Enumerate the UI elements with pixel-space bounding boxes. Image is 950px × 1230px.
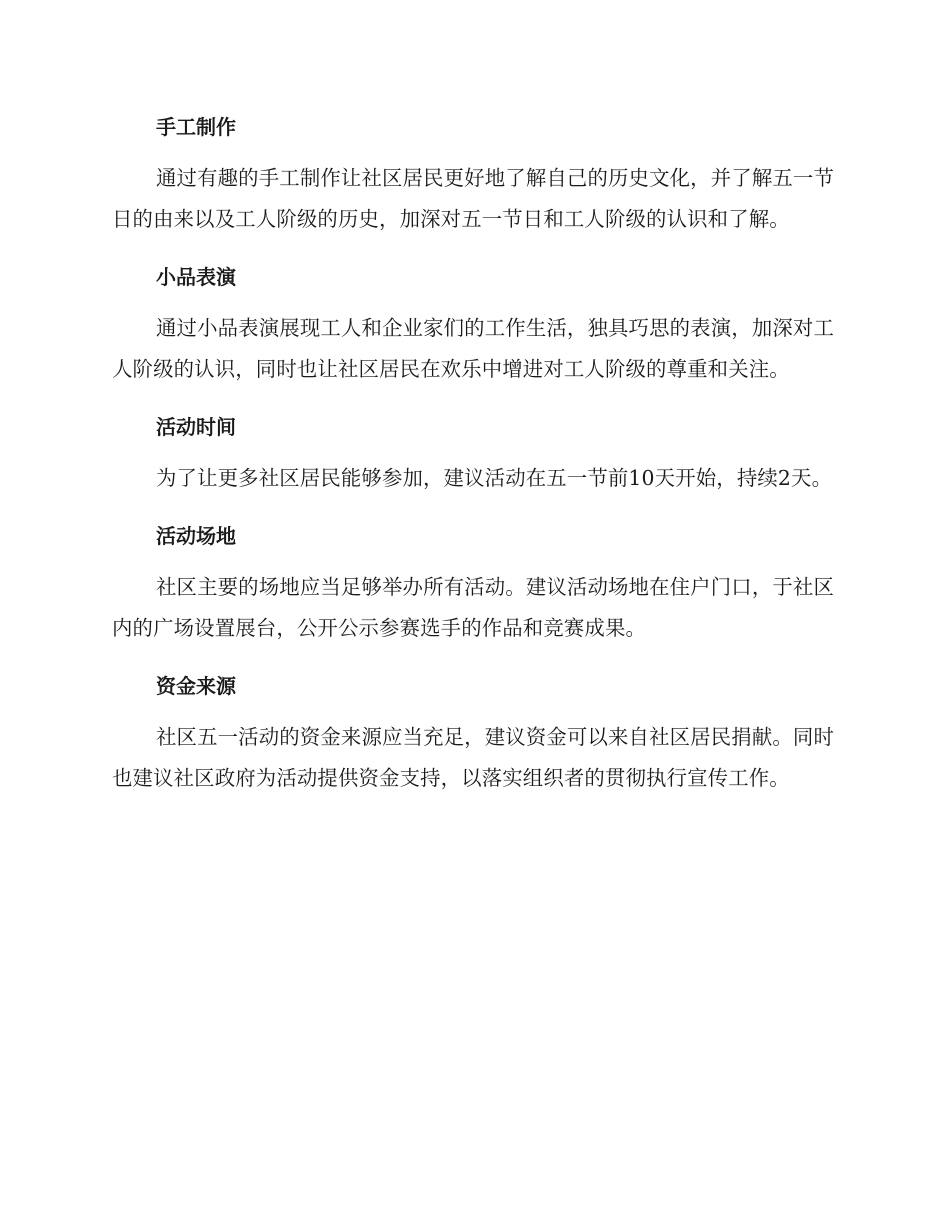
section-skit [112,258,834,390]
document-page [112,108,834,817]
section-heading: 活动时间 [156,415,236,439]
section-paragraph: 为了让更多社区居民能够参加，建议活动在五一节前10天开始，持续2天。 [156,466,833,490]
section-time [112,408,834,499]
section-funding [112,667,834,799]
section-heading: 活动场地 [156,524,236,548]
section-handcraft [112,108,834,240]
section-heading: 手工制作 [156,115,236,139]
section-paragraph: 社区主要的场地应当足够举办所有活动。建议活动场地在住户门口，于社区内的广场设置展台，公开公示参赛选手的作品和竞赛成果。 [112,575,834,640]
section-venue [112,517,834,649]
section-paragraph: 通过小品表演展现工人和企业家们的工作生活，独具巧思的表演，加深对工人阶级的认识，同时也让社区居民在欢乐中增进对工人阶级的尊重和关注。 [112,316,834,381]
section-heading: 资金来源 [156,674,236,698]
section-paragraph: 社区五一活动的资金来源应当充足，建议资金可以来自社区居民捐献。同时也建议社区政府为活动提供资金支持，以落实组织者的贯彻执行宣传工作。 [112,725,834,790]
section-paragraph: 通过有趣的手工制作让社区居民更好地了解自己的历史文化，并了解五一节日的由来以及工人阶级的历史，加深对五一节日和工人阶级的认识和了解。 [112,166,834,231]
section-heading: 小品表演 [156,265,236,289]
